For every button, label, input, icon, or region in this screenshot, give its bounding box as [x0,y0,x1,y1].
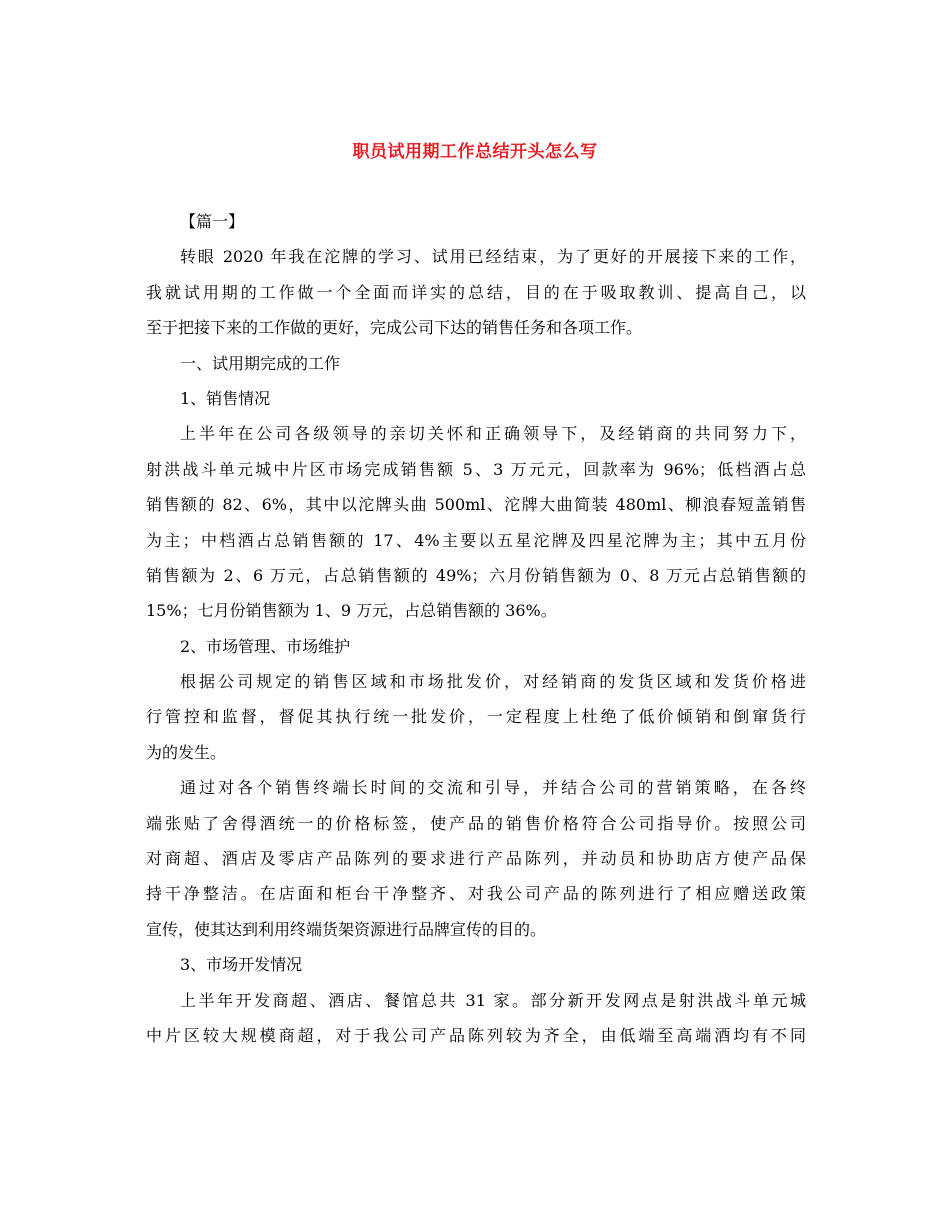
section-heading: 3、市场开发情况 [180,955,303,975]
paragraph-line: 根据公司规定的销售区域和市场批发价，对经销商的发货区域和发货价格进 [180,672,806,692]
paragraph-line: 射洪战斗单元城中片区市场完成销售额 5、3 万元元，回款率为 96%；低档酒占总 [146,459,806,479]
section-heading: 一、试用期完成的工作 [180,353,341,373]
paragraph-line: 持干净整洁。在店面和柜台干净整齐、对我公司产品的陈列进行了相应赠送政策 [146,884,806,904]
document-title: 职员试用期工作总结开头怎么写 [352,142,598,162]
paragraph-line: 通过对各个销售终端长时间的交流和引导，并结合公司的营销策略，在各终 [180,778,806,798]
paragraph-line: 销售额的 82、6%，其中以沱牌头曲 500ml、沱牌大曲简装 480ml、柳浪春短盖销售 [146,495,806,515]
paragraph-line: 至于把接下来的工作做的更好，完成公司下达的销售任务和各项工作。 [146,318,643,338]
document-body [146,204,806,1053]
paragraph-line: 转眼 2020 年我在沱牌的学习、试用已经结束，为了更好的开展接下来的工作， [180,247,806,267]
paragraph-line: 对商超、酒店及零店产品陈列的要求进行产品陈列，并动员和协助店方使产品保 [146,849,806,869]
paragraph-line: 行管控和监督，督促其执行统一批发价，一定程度上杜绝了低价倾销和倒窜货行 [146,707,806,727]
paragraph-line: 上半年在公司各级领导的亲切关怀和正确领导下，及经销商的共同努力下， [180,424,806,444]
section-heading: 1、销售情况 [180,388,271,408]
paragraph-line: 中片区较大规模商超，对于我公司产品陈列较为齐全，由低端至高端酒均有不同 [146,1025,806,1045]
paragraph-line: 端张贴了舍得酒统一的价格标签，使产品的销售价格符合公司指导价。按照公司 [146,813,806,833]
paragraph-line: 15%；七月份销售额为 1、9 万元，占总销售额的 36%。 [146,601,557,621]
section-marker: 【篇一】 [180,212,245,231]
paragraph-line: 销售额为 2、6 万元，占总销售额的 49%；六月份销售额为 0、8 万元占总销售额的 [146,565,806,585]
paragraph-line: 为主；中档酒占总销售额的 17、4%主要以五星沱牌及四星沱牌为主；其中五月份 [146,530,806,550]
paragraph-line: 宣传，使其达到利用终端货架资源进行品牌宣传的目的。 [146,919,547,939]
section-heading: 2、市场管理、市场维护 [180,636,351,656]
paragraph-line: 上半年开发商超、酒店、餐馆总共 31 家。部分新开发网点是射洪战斗单元城 [180,990,806,1010]
paragraph-line: 我就试用期的工作做一个全面而详实的总结，目的在于吸取教训、提高自己，以 [146,282,806,302]
paragraph-line: 为的发生。 [146,742,227,762]
